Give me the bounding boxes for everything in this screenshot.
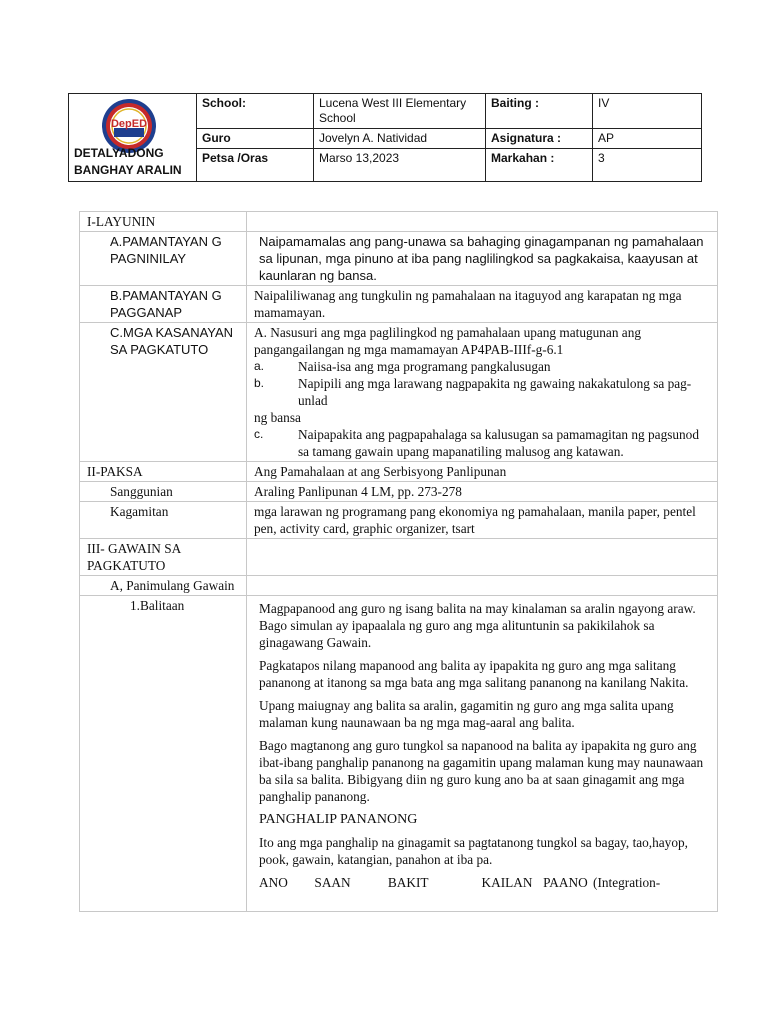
balitaan-paragraph: Magpapanood ang guro ng isang balita na may kinalaman sa aralin ngayong araw. Bago simulan ay ipapaalala ng guro ang mga alituntunin sa pakikilahok sa ginagawang Gawain. <box>259 601 696 650</box>
teacher-label: Guro <box>197 129 314 149</box>
quarter-label: Markahan : <box>486 149 593 182</box>
balitaan-paragraph: Pagkatapos nilang mapanood ang balita ay ipapakita ng guro ang mga salitang pananong at itanong sa mga bata ang mga salitang pananong na kanilang Nakita. <box>259 658 689 690</box>
lesson-plan-table <box>79 211 718 912</box>
school-label: School: <box>197 94 314 129</box>
balitaan-label: 1.Balitaan <box>80 596 247 912</box>
kasanayan-cell <box>247 323 718 462</box>
grade-label: Baiting : <box>486 94 593 129</box>
quarter-value: 3 <box>593 149 702 182</box>
kagamitan-text: mga larawan ng programang pang ekonomiya ng pamahalaan, manila paper, pentel pen, activity card, graphic organizer, tsart <box>247 502 718 539</box>
pamantayan-pagganap-label: B.PAMANTAYAN G PAGGANAP <box>80 286 247 323</box>
layunin-empty <box>247 212 718 232</box>
sanggunian-text: Araling Panlipunan 4 LM, pp. 273-278 <box>247 482 718 502</box>
logo-label: DepED <box>110 118 148 130</box>
kasanayan-item: b. Napipili ang mga larawang nagpapakita ng gawaing nakakatulong sa pag-unlad <box>254 376 692 408</box>
question-words: ANO SAAN BAKIT KAILAN PAANO (Integration- <box>259 875 661 890</box>
kasanayan-item: a. Naiisa-isa ang mga programang pangkalusugan <box>254 359 551 374</box>
panghalip-heading: PANGHALIP PANANONG <box>259 812 418 827</box>
school-value: Lucena West III Elementary School <box>314 94 486 129</box>
balitaan-paragraph: Bago magtanong ang guro tungkol sa napanood na balita ay ipapakita ng guro ang ibat-ibang panghalip pananong na gagamitin upang malaman kung may naunawaan ba sila sa balita. Bibigyang diin ng guro kung ano ba at saan ginagamit ang mga panghalip pananong. <box>259 738 704 804</box>
paksa-text: Ang Pamahalaan at ang Serbisyong Panlipunan <box>247 462 718 482</box>
kasanayan-item: c. Naipapakita ang pagpapahalaga sa kalusugan sa pamamagitan ng pagsunod sa tamang gawain upang mapanatiling malusog ang katawan. <box>254 427 699 459</box>
date-value: Marso 13,2023 <box>314 149 486 182</box>
teacher-value: Jovelyn A. Natividad <box>314 129 486 149</box>
pamantayan-pagninilay-text: Naipamamalas ang pang-unawa sa bahaging ginagampanan ng pamahalaan sa lipunan, mga pinuno at iba pang naglilingkod sa pagkakaisa, kaayusan at kaunlaran ng bansa. <box>247 232 718 286</box>
subject-value: AP <box>593 129 702 149</box>
gawain-empty <box>247 539 718 576</box>
grade-value: IV <box>593 94 702 129</box>
header-table <box>68 93 702 182</box>
pamantayan-pagninilay-label: A.PAMANTAYAN G PAGNINILAY <box>80 232 247 286</box>
date-label: Petsa /Oras <box>197 149 314 182</box>
kasanayan-main: A. Nasusuri ang mga paglilingkod ng pamahalaan upang matugunan ang pangangailangan ng mga mamamayan AP4PAB-IIIf-g-6.1 <box>254 325 641 357</box>
gawain-label: III- GAWAIN SA PAGKATUTO <box>80 539 247 576</box>
kasanayan-item: ng bansa <box>254 410 301 425</box>
balitaan-paragraph: Upang maiugnay ang balita sa aralin, gagamitin ng guro ang mga salita upang malaman kung naunawaan ba ng mga mag-aaral ang balita. <box>259 698 674 730</box>
panimula-empty <box>247 576 718 596</box>
panimula-label: A, Panimulang Gawain <box>80 576 247 596</box>
logo-cell <box>69 94 197 182</box>
sanggunian-label: Sanggunian <box>80 482 247 502</box>
paksa-label: II-PAKSA <box>80 462 247 482</box>
balitaan-cell <box>247 596 718 912</box>
balitaan-paragraph: Ito ang mga panghalip na ginagamit sa pagtatanong tungkol sa bagay, tao,hayop, pook, gawain, katangian, panahon at iba pa. <box>259 835 688 867</box>
pamantayan-pagganap-text: Naipaliliwanag ang tungkulin ng pamahalaan na itaguyod ang karapatan ng mga mamamayan. <box>247 286 718 323</box>
kasanayan-label: C.MGA KASANAYAN SA PAGKATUTO <box>80 323 247 462</box>
doc-title: DETALYADONG BANGHAY ARALIN <box>74 146 182 177</box>
subject-label: Asignatura : <box>486 129 593 149</box>
kagamitan-label: Kagamitan <box>80 502 247 539</box>
layunin-heading: I-LAYUNIN <box>80 212 247 232</box>
